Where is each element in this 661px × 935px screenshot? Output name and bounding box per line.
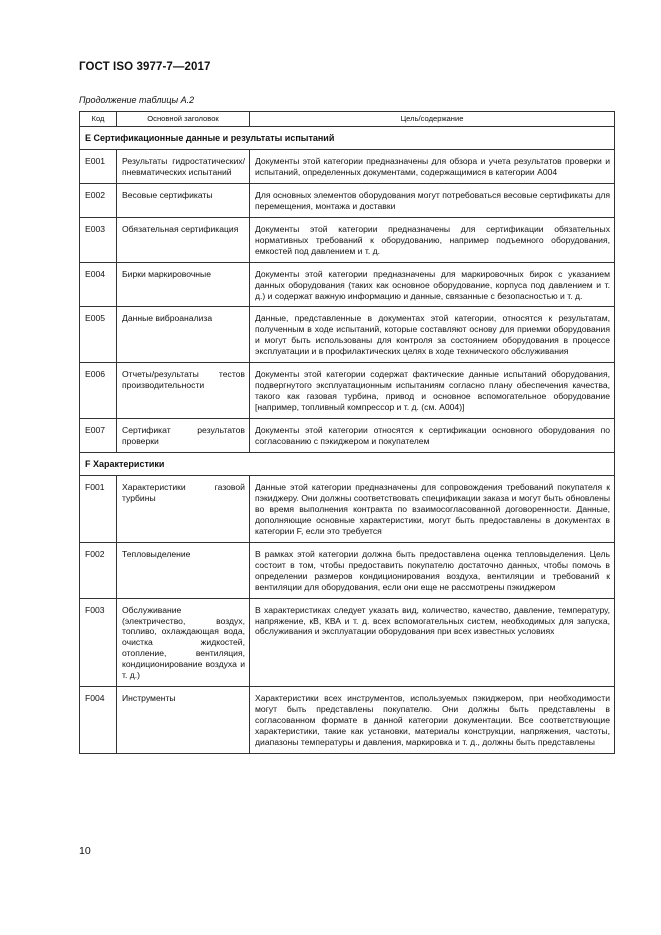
column-header-code: Код [80,112,117,127]
row-description: Документы этой категории предназначены для обзора и учета результатов проверки и испытаний, определенных документами, содержащимися в категории А004 [250,149,615,183]
row-code: E001 [80,149,117,183]
table-row [80,687,615,754]
row-title: Тепловыделение [117,542,250,598]
row-description: Документы этой категории содержат фактические данные испытаний оборудования, подвергнутого эксплуатационным испытаниям согласно плану обеспечения качества, такого как газовая турбина, привод и основное вспомогательное оборудование [например, топливный компрессор и т. д. (см. А004)] [250,363,615,419]
row-title: Бирки маркировочные [117,262,250,307]
section-title: E Сертификационные данные и результаты испытаний [80,127,615,150]
row-description: Данные, представленные в документах этой категории, относятся к результатам, полученным в ходе испытаний, которые составляют основу для приемки оборудования и могут быть использованы для контроля за состоянием оборудования в процессе эксплуатации и в профилактических целях в ходе технического обслуживания [250,307,615,363]
table-caption: Продолжение таблицы А.2 [79,95,195,105]
row-title: Отчеты/результаты тестов производительности [117,363,250,419]
column-header-title: Основной заголовок [117,112,250,127]
row-code: F004 [80,687,117,754]
row-description: Для основных элементов оборудования могут потребоваться весовые сертификаты для перемещения, монтажа и доставки [250,183,615,217]
table-row [80,149,615,183]
table-row [80,262,615,307]
row-description: Характеристики всех инструментов, используемых пэкиджером, при необходимости могут быть представлены покупателю. Они должны быть представлены в согласованном формате в данной категории документации. Все соответствующие характеристики, такие как установки, материалы конструкции, напряжения, частоты, диапазоны температуры и давления, маркировка и т. д., должны быть представлены [250,687,615,754]
table-row [80,475,615,542]
row-title: Сертификат результатов проверки [117,419,250,453]
row-description: Документы этой категории предназначены для маркировочных бирок с указанием данных оборудования (таких как основное оборудование, корпуса под давлением и т. д.) и содержат важную информацию и данные, связанные с безопасностью и т. д. [250,262,615,307]
row-code: E003 [80,217,117,262]
column-header-description: Цель/содержание [250,112,615,127]
row-description: Документы этой категории предназначены для сертификации обязательных нормативных требований к оборудованию, например подъемного оборудования, емкостей под давлением и т. д. [250,217,615,262]
spec-table [79,111,615,754]
row-description: Данные этой категории предназначены для сопровождения требований покупателя к пэкиджеру. Они должны соответствовать спецификации заказа и могут быть обновлены во время выполнения контракта по взаимосогласованной договоренности. Данные, дополняющие основные характеристики, могут быть предоставлены в документах в категории F, если это требуется [250,475,615,542]
table-row [80,183,615,217]
row-title: Обслуживание (электричество, воздух, топливо, охлаждающая вода, очистка жидкостей, отопление, вентиляция, кондиционирование воздуха и т. д.) [117,598,250,687]
table-header-row [80,112,615,127]
standard-header: ГОСТ ISO 3977-7—2017 [79,61,211,73]
row-title: Весовые сертификаты [117,183,250,217]
row-description: В рамках этой категории должна быть предоставлена оценка тепловыделения. Цель состоит в том, чтобы предоставить покупателю достаточно данных, чтобы помочь в определении размеров кондиционирования воздуха, вентиляции и требований к вентиляции для оборудования, если они еще не рассмотрены пэкиджером [250,542,615,598]
row-code: F002 [80,542,117,598]
row-title: Результаты гидростатических/пневматических испытаний [117,149,250,183]
row-code: E004 [80,262,117,307]
section-title: F Характеристики [80,453,615,476]
section-row [80,453,615,476]
row-code: E006 [80,363,117,419]
table-row [80,598,615,687]
table-row [80,307,615,363]
section-row [80,127,615,150]
row-code: E007 [80,419,117,453]
table-row [80,542,615,598]
row-description: В характеристиках следует указать вид, количество, качество, давление, температуру, напряжение, кВ, КВА и т. д. всех вспомогательных систем, необходимых для запуска, обслуживания и эксплуатации оборудования при всех известных условиях [250,598,615,687]
table-row [80,217,615,262]
row-title: Обязательная сертификация [117,217,250,262]
table-row [80,363,615,419]
row-code: F001 [80,475,117,542]
table-row [80,419,615,453]
row-description: Документы этой категории относятся к сертификации основного оборудования по согласованию с пэкиджером и покупателем [250,419,615,453]
row-title: Характеристики газовой турбины [117,475,250,542]
row-code: E005 [80,307,117,363]
row-title: Инструменты [117,687,250,754]
page-number: 10 [79,845,91,857]
row-code: F003 [80,598,117,687]
row-title: Данные виброанализа [117,307,250,363]
row-code: E002 [80,183,117,217]
